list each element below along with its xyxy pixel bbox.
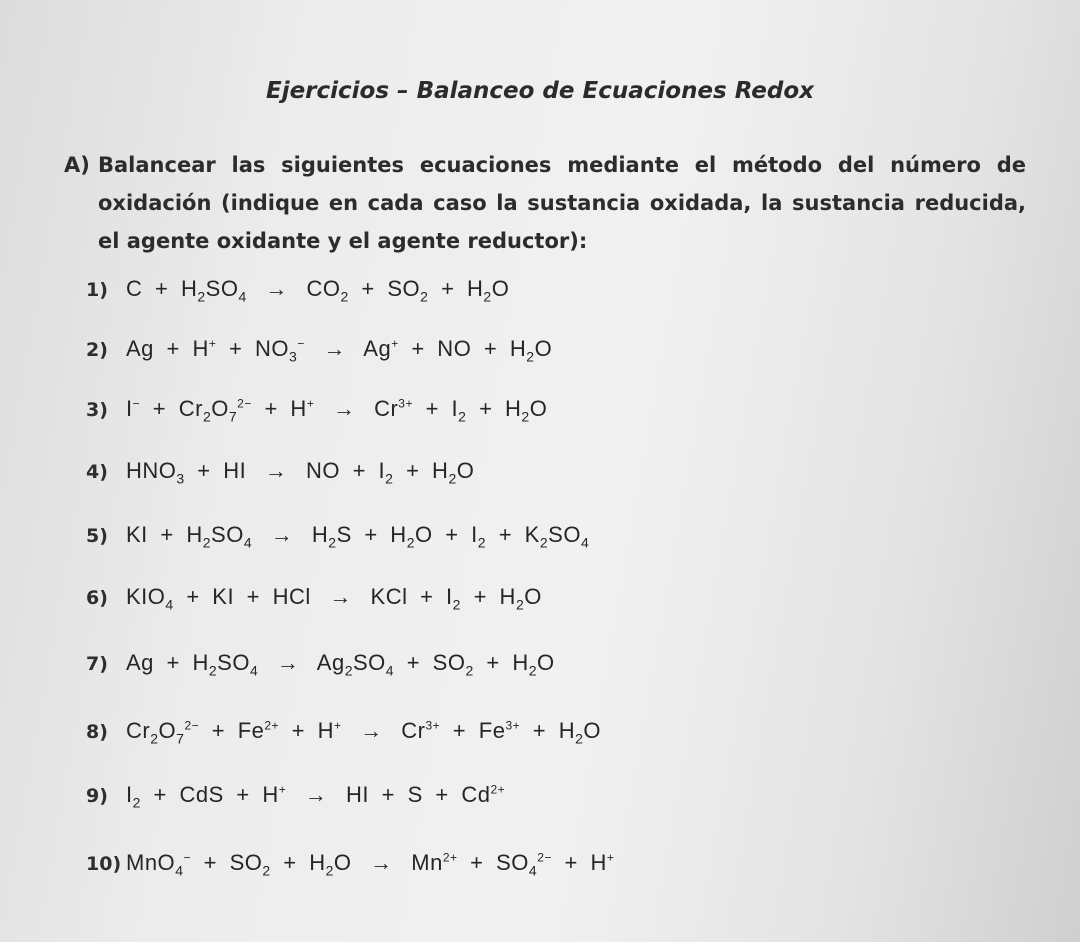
equation-formula: $I^- + Cr_2O_7^{2-} + H^+ \to Cr^{3+} + I_2 + H_2O$ — [126, 396, 548, 425]
equation-formula: $I_2$ + CdS + H+ → HI + $S + Cd^{2+}$ — [126, 782, 506, 811]
equation-number: 7) — [86, 653, 108, 675]
equation-formula: $Ag + H^+ + NO_3^- \to Ag^+$ + NO + $H_2O$ — [126, 336, 553, 365]
equation-formula: $C + H_2SO_4 \to CO_2 + SO_2 + H_2O$ — [126, 276, 510, 305]
equation-4 — [86, 458, 474, 498]
equation-formula: $KIO_4$ + KI + HCl → KCl + $I_2 + H_2O$ — [126, 584, 542, 613]
equation-formula: KI + $H_2SO_4 \to H_2S + H_2O + I_2 + K_2SO_4$ — [126, 522, 590, 551]
equation-formula: $Ag + H_2SO_4 \to Ag_2SO_4 + SO_2 + H_2O$ — [126, 650, 555, 679]
section-text: Balancear las siguientes ecuaciones mediante el método del número de oxidación (indique en cada caso la sustancia oxidada, la sustancia reducida, el agente oxidante y el agente reductor): — [98, 153, 1026, 253]
equation-formula: $HNO_3$ + HI → NO + $I_2 + H_2O$ — [126, 458, 475, 487]
equation-number: 10) — [86, 853, 122, 875]
equation-number: 5) — [86, 525, 108, 547]
section-label: A) — [64, 153, 90, 177]
equation-6 — [86, 584, 542, 624]
equation-number: 6) — [86, 587, 108, 609]
equation-10 — [86, 850, 614, 890]
equation-8 — [86, 718, 601, 758]
section-a-instructions — [64, 146, 1026, 260]
equation-number: 8) — [86, 721, 108, 743]
page-title: Ejercicios – Balanceo de Ecuaciones Redox — [265, 78, 814, 104]
equation-number: 3) — [86, 399, 108, 421]
equation-1 — [86, 276, 509, 316]
equation-number: 9) — [86, 785, 108, 807]
equation-5 — [86, 522, 589, 562]
equation-number: 4) — [86, 461, 108, 483]
equation-9 — [86, 782, 505, 822]
equation-number: 1) — [86, 279, 108, 301]
equation-3 — [86, 396, 547, 436]
equation-number: 2) — [86, 339, 108, 361]
equation-2 — [86, 336, 552, 376]
equation-formula: $MnO_4^- + SO_2 + H_2O \to Mn^{2+} + SO_4^{2-} + H^+$ — [126, 850, 615, 879]
equation-7 — [86, 650, 555, 690]
equation-formula: $Cr_2O_7^{2-} + Fe^{2+} + H^+ \to Cr^{3+} + Fe^{3+} + H_2O$ — [126, 718, 602, 747]
